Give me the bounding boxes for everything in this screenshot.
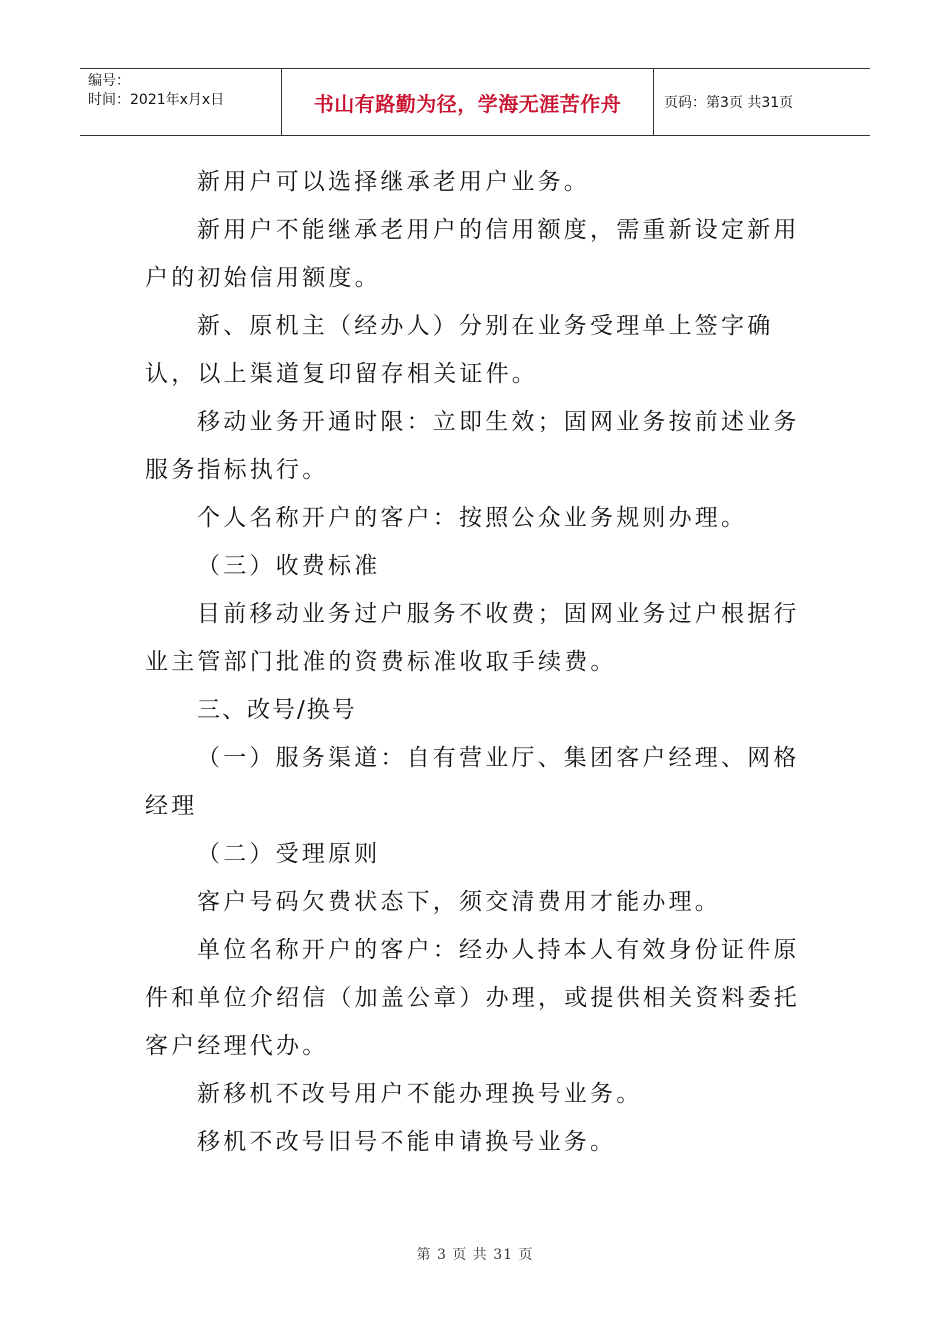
page-header [80,68,870,136]
section-heading: 三、改号/换号 [197,697,357,723]
paragraph: （一）服务渠道：自有营业厅、集团客户经理、网格经理 [145,745,800,819]
paragraph: 新用户可以选择继承老用户业务。 [197,169,590,195]
paragraph: 单位名称开户的客户：经办人持本人有效身份证件原件和单位介绍信（加盖公章）办理，或提供相关资料委托客户经理代办。 [145,937,800,1059]
header-page-info: 页码：第3页 共31页 [664,95,794,111]
paragraph: 客户号码欠费状态下，须交清费用才能办理。 [197,889,721,915]
paragraph: 目前移动业务过户服务不收费；固网业务过户根据行业主管部门批准的资费标准收取手续费。 [145,601,800,675]
subsection-heading: （三）收费标准 [197,553,381,579]
document-body [145,158,810,1166]
paragraph: 新、原机主（经办人）分别在业务受理单上签字确认，以上渠道复印留存相关证件。 [145,313,774,387]
document-number-label: 编号： [88,73,130,89]
paragraph: 移机不改号旧号不能申请换号业务。 [197,1129,617,1155]
header-meta [80,69,282,135]
paragraph: 新用户不能继承老用户的信用额度，需重新设定新用户的初始信用额度。 [145,217,800,291]
header-motto: 书山有路勤为径，学海无涯苦作舟 [282,69,654,135]
subsection-heading: （二）受理原则 [197,841,381,867]
paragraph: 个人名称开户的客户：按照公众业务规则办理。 [197,505,748,531]
page-footer: 第 3 页 共 31 页 [416,1247,534,1263]
paragraph: 新移机不改号用户不能办理换号业务。 [197,1081,643,1107]
paragraph: 移动业务开通时限：立即生效；固网业务按前述业务服务指标执行。 [145,409,800,483]
document-date: 时间：2021年x月x日 [88,92,225,108]
